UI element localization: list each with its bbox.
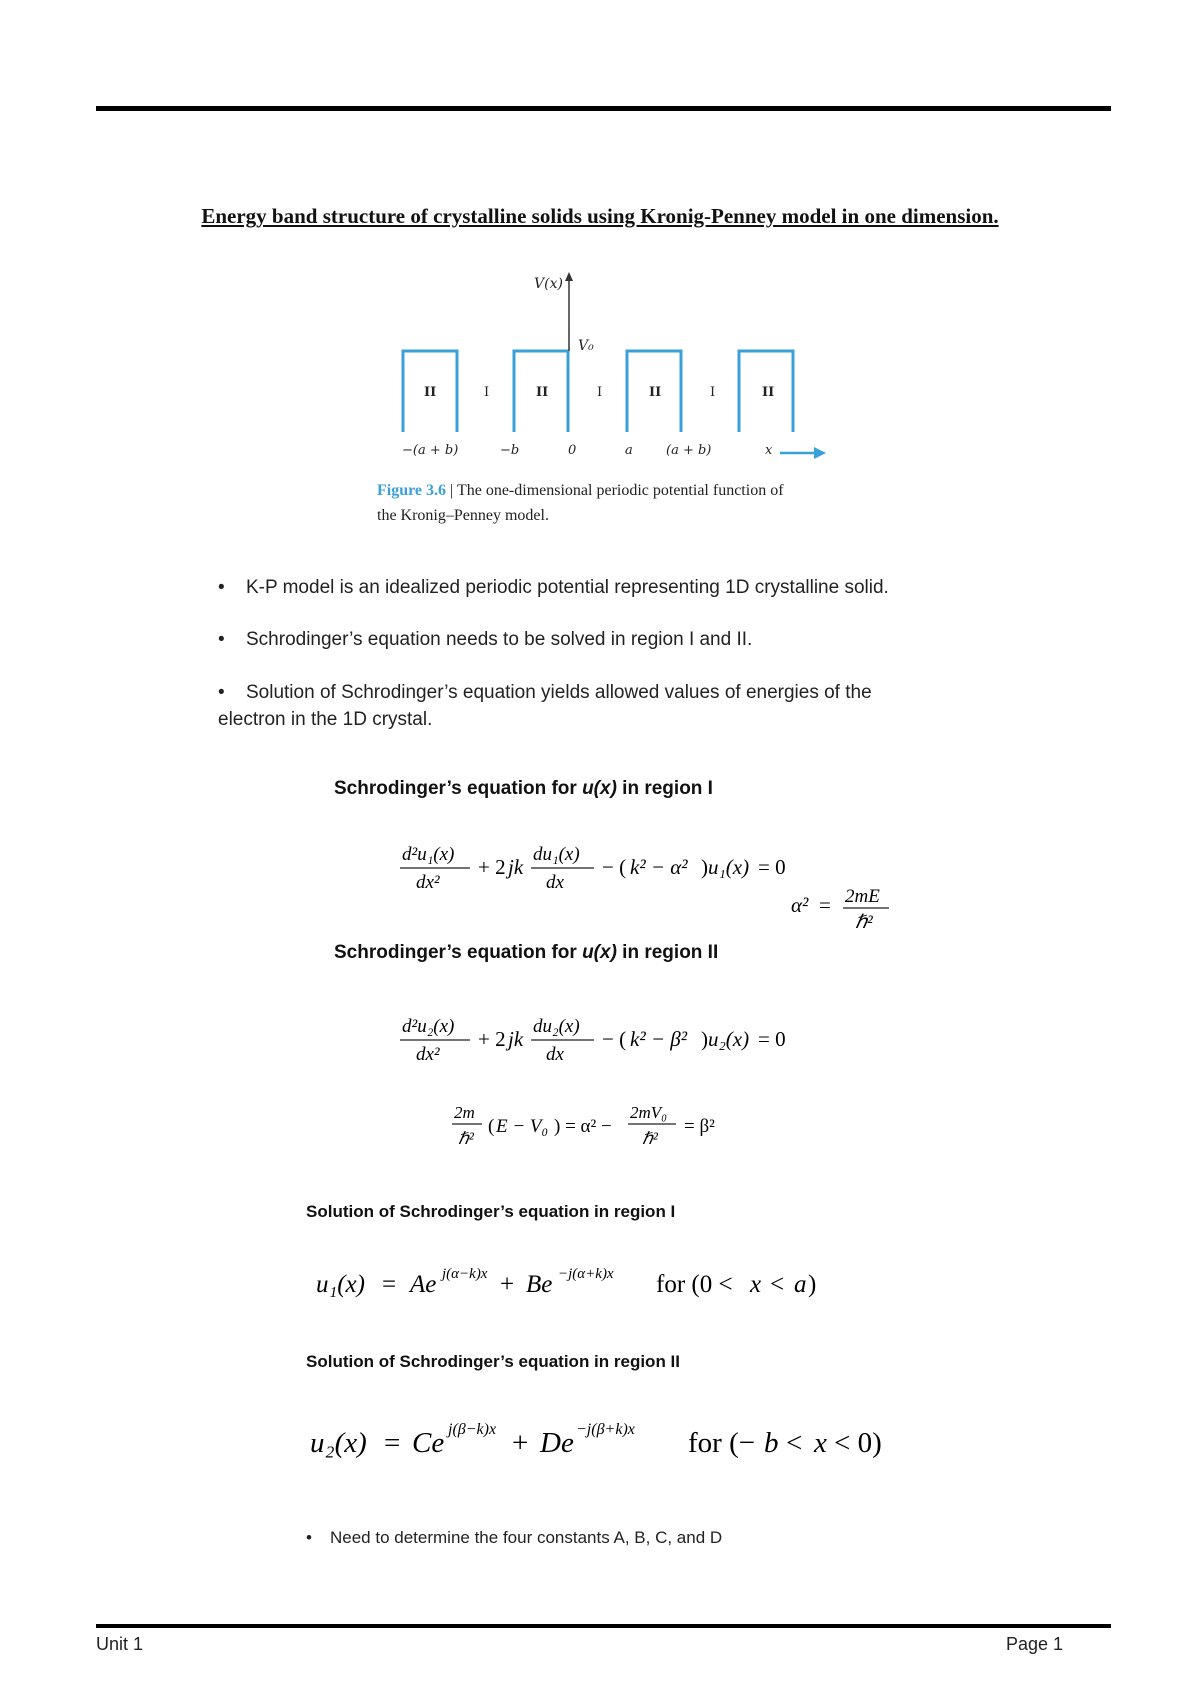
figure-caption-text: | The one-dimensional periodic potential function of the Kronig–Penney model. — [377, 482, 784, 524]
heading-text: in region I — [616, 778, 713, 799]
svg-text:ℏ²: ℏ² — [855, 912, 873, 933]
bottom-rule — [96, 1624, 1111, 1628]
svg-text:dx²: dx² — [416, 872, 440, 893]
svg-text:+ 2: + 2 — [478, 1027, 506, 1051]
svg-text:b: b — [764, 1427, 779, 1459]
equation-beta-svg — [450, 1100, 740, 1160]
figure-caption — [377, 478, 797, 528]
bullet-text: Need to determine the four constants A, B, C, and D — [330, 1528, 723, 1547]
svg-text:jk: jk — [508, 1027, 524, 1051]
kp-potential-figure — [370, 272, 840, 432]
solution-2-svg — [308, 1418, 928, 1462]
solution-region-1-equation — [314, 1262, 854, 1306]
svg-text:<: < — [786, 1427, 803, 1459]
svg-text:x: x — [750, 1271, 762, 1298]
figure-caption-label: Figure 3.6 — [377, 482, 447, 499]
bullet-text: K-P model is an idealized periodic potential representing 1D crystalline solid. — [246, 577, 889, 598]
equation-2-svg — [398, 1010, 798, 1070]
equation-alpha — [789, 886, 899, 950]
svg-text:ℏ²: ℏ² — [458, 1129, 474, 1148]
svg-text:a: a — [794, 1271, 807, 1298]
svg-text:α²: α² — [791, 893, 809, 917]
svg-text:) = α² −: ) = α² − — [554, 1116, 612, 1137]
svg-text:): ) — [808, 1271, 817, 1298]
region-label: I — [597, 385, 603, 400]
svg-text:x: x — [814, 1427, 827, 1459]
equation-region-2 — [398, 1010, 798, 1074]
svg-text:dx²: dx² — [416, 1044, 440, 1065]
svg-text:Be: Be — [526, 1271, 553, 1298]
svg-text:u₁(x): u₁(x) — [316, 1271, 365, 1298]
svg-text:for (0 <: for (0 < — [656, 1271, 733, 1298]
equation-beta — [450, 1100, 740, 1164]
x-tick-label: a — [625, 443, 633, 458]
svg-text:2mE: 2mE — [845, 886, 880, 907]
heading-region-2 — [334, 942, 718, 964]
svg-text:j(β−k)x: j(β−k)x — [448, 1421, 497, 1438]
region-label: II — [649, 385, 662, 400]
region-label: II — [536, 385, 549, 400]
equation-region-1 — [398, 838, 798, 902]
svg-text:− (: − ( — [602, 855, 627, 879]
svg-text:De: De — [540, 1427, 574, 1459]
x-tick-label: 0 — [568, 443, 577, 458]
svg-text:dx: dx — [546, 872, 564, 893]
bullet-text: electron in the 1D crystal. — [218, 709, 433, 730]
svg-text:): ) — [701, 855, 708, 879]
svg-text:−j(α+k)x: −j(α+k)x — [558, 1266, 614, 1282]
bullet-item: • K-P model is an idealized periodic potential representing 1D crystalline solid. — [218, 577, 889, 598]
bullet-item: • Need to determine the four constants A, B, C, and D — [306, 1528, 723, 1547]
equation-1-svg — [398, 838, 798, 898]
svg-text:k² − β²: k² − β² — [630, 1027, 688, 1051]
region-label: II — [762, 385, 775, 400]
svg-text:Ae: Ae — [410, 1271, 437, 1298]
bullet-item: • Schrodinger’s equation needs to be solved in region I and II. — [218, 629, 753, 650]
svg-text:u₂(x): u₂(x) — [310, 1427, 367, 1459]
x-axis-arrow-icon — [778, 446, 828, 460]
svg-text:= 0: = 0 — [758, 1027, 786, 1051]
x-tick-label: (a + b) — [666, 443, 712, 458]
solution-region-2-equation — [308, 1418, 928, 1466]
svg-text:k² − α²: k² − α² — [630, 855, 688, 879]
x-tick-label: x — [765, 443, 773, 458]
svg-text:d²u₁(x): d²u₁(x) — [402, 844, 455, 865]
svg-text:): ) — [701, 1027, 708, 1051]
heading-text: Schrodinger’s equation for — [334, 942, 583, 963]
svg-text:+: + — [500, 1271, 515, 1298]
svg-text:E − V₀: E − V₀ — [496, 1116, 549, 1137]
svg-text:(: ( — [488, 1116, 495, 1137]
solution-region-1-heading: Solution of Schrodinger’s equation in region I — [306, 1202, 676, 1221]
x-tick-label: −b — [500, 443, 520, 458]
solution-1-svg — [314, 1262, 854, 1302]
top-rule — [96, 106, 1111, 111]
heading-region-1 — [334, 778, 713, 800]
svg-text:= 0: = 0 — [758, 855, 786, 879]
svg-text:u₂(x): u₂(x) — [708, 1027, 750, 1051]
bullet-item: • Solution of Schrodinger’s equation yields allowed values of energies of the — [218, 682, 872, 703]
footer-page-number: Page 1 — [1006, 1634, 1064, 1654]
svg-text:=: = — [382, 1271, 397, 1298]
solution-region-2-heading: Solution of Schrodinger’s equation in region II — [306, 1352, 680, 1371]
svg-text:−j(β+k)x: −j(β+k)x — [576, 1421, 635, 1438]
svg-text:u₁(x): u₁(x) — [708, 855, 750, 879]
heading-text: in region II — [616, 942, 719, 963]
svg-text:<: < — [770, 1271, 785, 1298]
region-label: I — [484, 385, 490, 400]
svg-text:=: = — [384, 1427, 401, 1459]
svg-text:dx: dx — [546, 1044, 564, 1065]
svg-text:=: = — [819, 893, 831, 917]
bullet-text: Solution of Schrodinger’s equation yields allowed values of energies of the — [246, 682, 872, 703]
v0-label: V₀ — [578, 338, 594, 354]
y-axis-label: V(x) — [534, 276, 563, 292]
svg-text:< 0): < 0) — [834, 1427, 882, 1459]
svg-text:= β²: = β² — [684, 1116, 715, 1137]
svg-text:for (−: for (− — [688, 1427, 756, 1459]
page-title: Energy band structure of crystalline solids using Kronig-Penney model in one dimension. — [201, 204, 999, 228]
bullet-continuation — [218, 706, 432, 733]
svg-text:d²u₂(x): d²u₂(x) — [402, 1016, 455, 1037]
kp-potential-diagram — [370, 272, 840, 432]
svg-text:Ce: Ce — [412, 1427, 445, 1459]
region-label: I — [710, 385, 716, 400]
svg-text:2m: 2m — [454, 1103, 475, 1122]
svg-text:du₁(x): du₁(x) — [533, 844, 580, 865]
bullet-text: Schrodinger’s equation needs to be solved in region I and II. — [246, 629, 753, 650]
svg-text:− (: − ( — [602, 1027, 627, 1051]
svg-text:+: + — [512, 1427, 529, 1459]
heading-italic: u(x) — [582, 778, 617, 799]
svg-text:2mV₀: 2mV₀ — [630, 1103, 668, 1122]
svg-text:+ 2: + 2 — [478, 855, 506, 879]
footer-unit: Unit 1 — [96, 1634, 144, 1654]
heading-text: Schrodinger’s equation for — [334, 778, 583, 799]
svg-text:j(α−k)x: j(α−k)x — [442, 1266, 488, 1282]
y-axis-arrow-icon — [565, 272, 573, 281]
svg-text:ℏ²: ℏ² — [642, 1129, 658, 1148]
region-label: II — [424, 385, 437, 400]
equation-alpha-svg — [789, 886, 899, 946]
svg-text:jk: jk — [508, 855, 524, 879]
heading-italic: u(x) — [582, 942, 617, 963]
svg-text:du₂(x): du₂(x) — [533, 1016, 580, 1037]
x-tick-label: −(a + b) — [402, 443, 459, 458]
